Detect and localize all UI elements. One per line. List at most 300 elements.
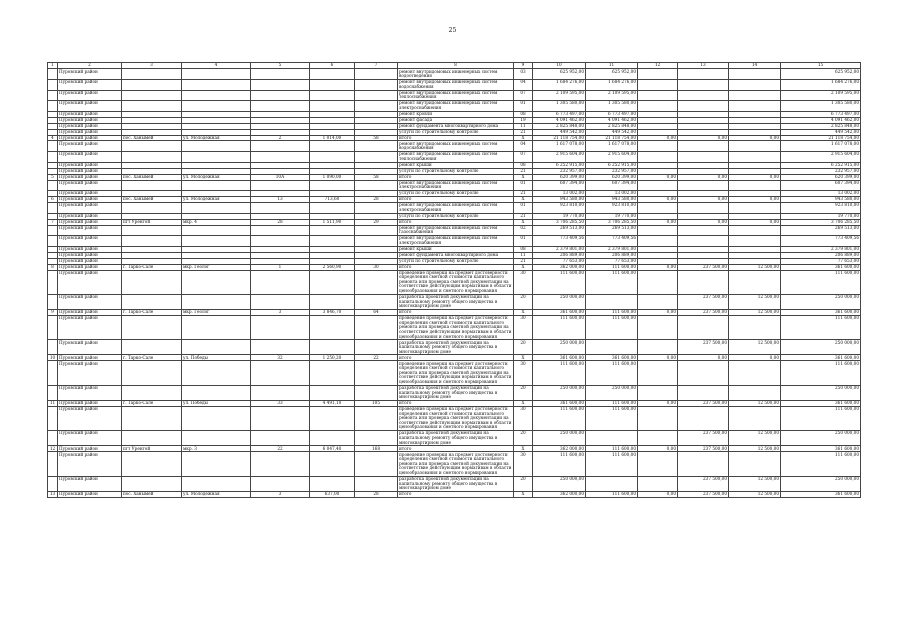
table-row xyxy=(48,141,861,152)
residents-cell xyxy=(355,203,398,214)
work-code-cell: X xyxy=(514,491,533,497)
budget-cell xyxy=(638,101,678,112)
settlement-cell xyxy=(122,385,182,400)
final-cost-cell: 2 379 801,00 xyxy=(781,246,861,252)
table-row xyxy=(48,340,861,355)
final-cost-cell: 232 957,00 xyxy=(781,168,861,174)
area-cell xyxy=(310,203,355,214)
local-cell: 0,00 xyxy=(729,219,781,225)
column-number-11: 11 xyxy=(586,63,638,69)
work-code-cell: 21 xyxy=(514,258,533,264)
house-number-cell: 33 xyxy=(251,400,310,406)
settlement-cell xyxy=(122,431,182,446)
house-number-cell: 3 xyxy=(251,310,310,316)
house-number-cell: 3 xyxy=(251,491,310,497)
district-cell: Пуровский район xyxy=(58,129,122,135)
fund-cost-cell: 269 513,00 xyxy=(586,225,638,236)
district-cell: Пуровский район xyxy=(58,180,122,191)
district-cell: Пуровский район xyxy=(58,203,122,214)
district-cell: Пуровский район xyxy=(58,315,122,339)
final-cost-cell: 6 773 497,00 xyxy=(781,111,861,117)
row-number-cell: 11 xyxy=(48,400,58,406)
total-cost-cell: 250 000,00 xyxy=(533,385,586,400)
fund-cost-cell: 943 580,00 xyxy=(586,197,638,203)
local-cell xyxy=(729,385,781,400)
final-cost-cell: 4 091 462,00 xyxy=(781,117,861,123)
residents-cell xyxy=(355,315,398,339)
total-cost-cell: 6 773 497,00 xyxy=(533,111,586,117)
local-cell xyxy=(729,361,781,385)
final-cost-cell: 111 600,00 xyxy=(781,361,861,385)
regional-cell xyxy=(678,101,729,112)
total-cost-cell: 4 091 462,00 xyxy=(533,117,586,123)
total-cost-cell: 361 600,00 xyxy=(533,310,586,316)
work-type-cell: ремонт внутридомовых инженерных систем теплоснабжения xyxy=(398,90,514,101)
area-cell xyxy=(310,315,355,339)
fund-cost-cell: 206 889,00 xyxy=(586,252,638,258)
final-cost-cell: 2 825 848,00 xyxy=(781,123,861,129)
district-cell: Пуровский район xyxy=(58,446,122,452)
final-cost-cell: 111 600,00 xyxy=(781,315,861,339)
total-cost-cell: 111 600,00 xyxy=(533,452,586,476)
row-number-cell: 12 xyxy=(48,446,58,452)
house-number-cell: 10А xyxy=(251,174,310,180)
settlement-cell xyxy=(122,180,182,191)
work-code-cell: 21 xyxy=(514,191,533,197)
final-cost-cell: 361 600,00 xyxy=(781,264,861,270)
residents-cell xyxy=(355,476,398,491)
fund-cost-cell: 111 600,00 xyxy=(586,264,638,270)
budget-cell xyxy=(638,236,678,247)
column-number-1: 1 xyxy=(48,63,58,69)
residents-cell xyxy=(355,406,398,430)
house-number-cell xyxy=(251,79,310,90)
regional-cell: 237 500,00 xyxy=(678,446,729,452)
work-code-cell: 11 xyxy=(514,123,533,129)
fund-cost-cell: 449 542,00 xyxy=(586,129,638,135)
settlement-cell xyxy=(122,101,182,112)
street-cell xyxy=(182,385,251,400)
work-code-cell: 08 xyxy=(514,111,533,117)
budget-cell xyxy=(638,152,678,163)
settlement-cell: пгт Уренгой xyxy=(122,219,182,225)
settlement-cell: г. Тарко-Сале xyxy=(122,310,182,316)
district-cell: Пуровский район xyxy=(58,117,122,123)
local-cell: 12 500,00 xyxy=(729,431,781,446)
area-cell: 2 560,90 xyxy=(310,264,355,270)
district-cell: Пуровский район xyxy=(58,491,122,497)
street-cell: мкр. 3 xyxy=(182,446,251,452)
budget-cell: 0,00 xyxy=(638,219,678,225)
work-type-cell: разработка проектной документации на капитальному ремонту общего имущества в многоквартирном доме xyxy=(398,340,514,355)
row-number-cell: 13 xyxy=(48,491,58,497)
residents-cell: 28 xyxy=(355,491,398,497)
regional-cell xyxy=(678,141,729,152)
residents-cell xyxy=(355,225,398,236)
area-cell xyxy=(310,90,355,101)
fund-cost-cell: 77 653,00 xyxy=(586,258,638,264)
work-type-cell: разработка проектной документации на капитальному ремонту общего имущества в многоквартирном доме xyxy=(398,476,514,491)
residents-cell: 64 xyxy=(355,310,398,316)
fund-cost-cell: 4 091 462,00 xyxy=(586,117,638,123)
area-cell: 6 047,40 xyxy=(310,446,355,452)
area-cell xyxy=(310,294,355,309)
total-cost-cell: 111 600,00 xyxy=(533,361,586,385)
total-cost-cell: 2 915 604,00 xyxy=(533,152,586,163)
district-cell: Пуровский район xyxy=(58,219,122,225)
house-number-cell xyxy=(251,236,310,247)
work-code-cell: X xyxy=(514,310,533,316)
regional-cell: 0,00 xyxy=(678,174,729,180)
fund-cost-cell: 111 600,00 xyxy=(586,310,638,316)
fund-cost-cell: 13 002,00 xyxy=(586,191,638,197)
work-type-cell: услуги по строительному контролю xyxy=(398,168,514,174)
local-cell xyxy=(729,203,781,214)
street-cell: ул. Молодежная xyxy=(182,197,251,203)
work-type-cell: итого xyxy=(398,355,514,361)
residents-cell: 30 xyxy=(355,264,398,270)
area-cell xyxy=(310,79,355,90)
house-number-cell xyxy=(251,476,310,491)
work-code-cell: X xyxy=(514,135,533,141)
local-cell: 12 500,00 xyxy=(729,264,781,270)
work-type-cell: проведение проверки на предмет достоверности определения сметной стоимости капитального ремонта или проверка сметной документации на соответствие действующим нормативам в области ценообразования и сметного нормирования xyxy=(398,315,514,339)
work-type-cell: ремонт внутридомовых инженерных систем водоснабжения xyxy=(398,141,514,152)
budget-cell: 0,00 xyxy=(638,310,678,316)
table-row xyxy=(48,406,861,430)
budget-cell xyxy=(638,203,678,214)
regional-cell xyxy=(678,385,729,400)
local-cell xyxy=(729,152,781,163)
work-type-cell: ремонт внутридомовых инженерных систем водоотведения xyxy=(398,69,514,80)
district-cell: Пуровский район xyxy=(58,431,122,446)
area-cell xyxy=(310,476,355,491)
row-number-cell xyxy=(48,69,58,80)
regional-cell: 237 500,00 xyxy=(678,340,729,355)
district-cell: Пуровский район xyxy=(58,476,122,491)
district-cell: Пуровский район xyxy=(58,101,122,112)
row-number-cell: 8 xyxy=(48,264,58,270)
house-number-cell: 2 xyxy=(251,135,310,141)
total-cost-cell: 773 409,56 xyxy=(533,236,586,247)
row-number-cell xyxy=(48,152,58,163)
table-row xyxy=(48,203,861,214)
fund-cost-cell: 773 409,56 xyxy=(586,236,638,247)
capital-repair-table xyxy=(47,62,861,498)
total-cost-cell: 362 000,00 xyxy=(533,491,586,497)
work-type-cell: проведение проверки на предмет достоверности определения сметной стоимости капитального ремонта или проверка сметной документации на соответствие действующим нормативам в области ценообразования и сметного нормирования xyxy=(398,452,514,476)
regional-cell xyxy=(678,406,729,430)
local-cell: 12 500,00 xyxy=(729,400,781,406)
row-number-cell: 4 xyxy=(48,135,58,141)
final-cost-cell: 361 600,00 xyxy=(781,310,861,316)
residents-cell: 58 xyxy=(355,135,398,141)
settlement-cell xyxy=(122,203,182,214)
area-cell xyxy=(310,431,355,446)
column-number-4: 4 xyxy=(182,63,251,69)
local-cell: 0,00 xyxy=(729,135,781,141)
total-cost-cell: 77 653,00 xyxy=(533,258,586,264)
work-code-cell: X xyxy=(514,446,533,452)
settlement-cell xyxy=(122,406,182,430)
settlement-cell: пос. Ханымей xyxy=(122,197,182,203)
final-cost-cell: 923 810,00 xyxy=(781,203,861,214)
final-cost-cell: 111 600,00 xyxy=(781,270,861,294)
house-number-cell: 22 xyxy=(251,446,310,452)
fund-cost-cell xyxy=(586,476,638,491)
fund-cost-cell: 3 706 285,50 xyxy=(586,219,638,225)
total-cost-cell: 2 379 801,00 xyxy=(533,246,586,252)
street-cell: мкр. 4 xyxy=(182,219,251,225)
total-cost-cell: 250 000,00 xyxy=(533,476,586,491)
local-cell xyxy=(729,69,781,80)
residents-cell xyxy=(355,236,398,247)
column-number-8: 8 xyxy=(398,63,514,69)
regional-cell: 237 500,00 xyxy=(678,491,729,497)
street-cell xyxy=(182,152,251,163)
house-number-cell xyxy=(251,141,310,152)
district-cell: Пуровский район xyxy=(58,162,122,168)
area-cell xyxy=(310,340,355,355)
work-type-cell: итого xyxy=(398,174,514,180)
regional-cell: 0,00 xyxy=(678,355,729,361)
local-cell: 0,00 xyxy=(729,197,781,203)
work-code-cell: 03 xyxy=(514,69,533,80)
total-cost-cell: 19 770,00 xyxy=(533,213,586,219)
street-cell: ул. Победы xyxy=(182,400,251,406)
final-cost-cell: 3 706 285,50 xyxy=(781,219,861,225)
house-number-cell xyxy=(251,90,310,101)
final-cost-cell: 250 000,00 xyxy=(781,294,861,309)
final-cost-cell: 111 600,00 xyxy=(781,452,861,476)
area-cell xyxy=(310,270,355,294)
residents-cell xyxy=(355,294,398,309)
final-cost-cell: 773 409,56 xyxy=(781,236,861,247)
table-row xyxy=(48,294,861,309)
work-code-cell: X xyxy=(514,400,533,406)
budget-cell xyxy=(638,180,678,191)
regional-cell xyxy=(678,203,729,214)
residents-cell xyxy=(355,431,398,446)
total-cost-cell: 2 825 848,00 xyxy=(533,123,586,129)
fund-cost-cell: 250 000,00 xyxy=(586,385,638,400)
settlement-cell xyxy=(122,476,182,491)
area-cell xyxy=(310,236,355,247)
work-code-cell: X xyxy=(514,355,533,361)
work-type-cell: услуги по строительному контролю xyxy=(398,213,514,219)
final-cost-cell: 250 000,00 xyxy=(781,431,861,446)
house-number-cell xyxy=(251,180,310,191)
settlement-cell xyxy=(122,361,182,385)
district-cell: Пуровский район xyxy=(58,69,122,80)
total-cost-cell: 232 957,00 xyxy=(533,168,586,174)
work-type-cell: ремонт внутридомовых инженерных систем электроснабжения xyxy=(398,203,514,214)
district-cell: Пуровский район xyxy=(58,294,122,309)
total-cost-cell: 6 252 915,00 xyxy=(533,162,586,168)
row-number-cell xyxy=(48,203,58,214)
local-cell: 12 500,00 xyxy=(729,310,781,316)
final-cost-cell: 21 118 754,00 xyxy=(781,135,861,141)
settlement-cell xyxy=(122,315,182,339)
settlement-cell xyxy=(122,79,182,90)
local-cell xyxy=(729,225,781,236)
district-cell: Пуровский район xyxy=(58,385,122,400)
settlement-cell xyxy=(122,294,182,309)
area-cell: 713,60 xyxy=(310,197,355,203)
column-number-5: 5 xyxy=(251,63,310,69)
district-cell: Пуровский район xyxy=(58,213,122,219)
table-row xyxy=(48,236,861,247)
fund-cost-cell: 620 399,00 xyxy=(586,174,638,180)
district-cell: Пуровский район xyxy=(58,310,122,316)
fund-cost-cell: 1 305 580,00 xyxy=(586,101,638,112)
final-cost-cell: 607 394,00 xyxy=(781,180,861,191)
local-cell xyxy=(729,141,781,152)
fund-cost-cell xyxy=(586,294,638,309)
total-cost-cell: 2 109 595,00 xyxy=(533,90,586,101)
final-cost-cell: 361 600,00 xyxy=(781,446,861,452)
budget-cell: 0,00 xyxy=(638,400,678,406)
budget-cell: 0,00 xyxy=(638,197,678,203)
fund-cost-cell: 232 957,00 xyxy=(586,168,638,174)
fund-cost-cell: 923 810,00 xyxy=(586,203,638,214)
total-cost-cell: 250 000,00 xyxy=(533,340,586,355)
regional-cell: 237 500,00 xyxy=(678,476,729,491)
area-cell: 1 090,00 xyxy=(310,174,355,180)
area-cell: 1 250,20 xyxy=(310,355,355,361)
house-number-cell xyxy=(251,361,310,385)
row-number-cell xyxy=(48,385,58,400)
row-number-cell xyxy=(48,315,58,339)
work-type-cell: разработка проектной документации на капитальному ремонту общего имущества в многоквартирном доме xyxy=(398,431,514,446)
local-cell: 0,00 xyxy=(729,174,781,180)
regional-cell: 237 500,00 xyxy=(678,431,729,446)
residents-cell xyxy=(355,101,398,112)
row-number-cell xyxy=(48,294,58,309)
table-row xyxy=(48,491,861,497)
final-cost-cell: 6 252 915,00 xyxy=(781,162,861,168)
house-number-cell xyxy=(251,294,310,309)
final-cost-cell: 1 684 276,00 xyxy=(781,79,861,90)
residents-cell xyxy=(355,452,398,476)
district-cell: Пуровский район xyxy=(58,340,122,355)
row-number-cell xyxy=(48,452,58,476)
page-number: 25 xyxy=(448,27,457,34)
local-cell xyxy=(729,270,781,294)
street-cell xyxy=(182,101,251,112)
fund-cost-cell: 2 379 801,00 xyxy=(586,246,638,252)
work-code-cell: 30 xyxy=(514,452,533,476)
area-cell xyxy=(310,141,355,152)
work-code-cell: 30 xyxy=(514,270,533,294)
fund-cost-cell: 21 118 754,00 xyxy=(586,135,638,141)
total-cost-cell: 362 000,00 xyxy=(533,264,586,270)
work-code-cell: 20 xyxy=(514,431,533,446)
final-cost-cell: 111 600,00 xyxy=(781,406,861,430)
budget-cell xyxy=(638,406,678,430)
residents-cell xyxy=(355,385,398,400)
street-cell xyxy=(182,340,251,355)
row-number-cell xyxy=(48,270,58,294)
house-number-cell xyxy=(251,203,310,214)
house-number-cell: 13 xyxy=(251,197,310,203)
work-type-cell: разработка проектной документации на капитальному ремонту общего имущества в многоквартирном доме xyxy=(398,385,514,400)
work-type-cell: ремонт фундамента многоквартирного дома xyxy=(398,252,514,258)
row-number-cell: 5 xyxy=(48,174,58,180)
work-code-cell: 20 xyxy=(514,340,533,355)
total-cost-cell: 269 513,00 xyxy=(533,225,586,236)
regional-cell xyxy=(678,315,729,339)
street-cell xyxy=(182,90,251,101)
district-cell: Пуровский район xyxy=(58,400,122,406)
budget-cell xyxy=(638,79,678,90)
district-cell: Пуровский район xyxy=(58,452,122,476)
local-cell: 12 500,00 xyxy=(729,340,781,355)
fund-cost-cell: 111 600,00 xyxy=(586,452,638,476)
local-cell xyxy=(729,79,781,90)
work-code-cell: 20 xyxy=(514,294,533,309)
regional-cell xyxy=(678,180,729,191)
total-cost-cell: 111 600,00 xyxy=(533,406,586,430)
total-cost-cell: 362 000,00 xyxy=(533,446,586,452)
area-cell: 1 014,00 xyxy=(310,135,355,141)
table-row xyxy=(48,152,861,163)
final-cost-cell: 361 600,00 xyxy=(781,355,861,361)
regional-cell xyxy=(678,152,729,163)
district-cell: Пуровский район xyxy=(58,361,122,385)
work-type-cell: разработка проектной документации на капитальному ремонту общего имущества в многоквартирном доме xyxy=(398,294,514,309)
district-cell: Пуровский район xyxy=(58,90,122,101)
work-code-cell: 21 xyxy=(514,129,533,135)
residents-cell: 58 xyxy=(355,174,398,180)
work-type-cell: ремонт крыши xyxy=(398,246,514,252)
column-number-3: 3 xyxy=(122,63,182,69)
settlement-cell: г. Тарко-Сале xyxy=(122,355,182,361)
row-number-cell xyxy=(48,101,58,112)
total-cost-cell: 111 600,00 xyxy=(533,315,586,339)
final-cost-cell: 250 000,00 xyxy=(781,476,861,491)
budget-cell xyxy=(638,361,678,385)
work-type-cell: ремонт внутридомовых инженерных систем водоснабжения xyxy=(398,79,514,90)
area-cell xyxy=(310,69,355,80)
residents-cell xyxy=(355,79,398,90)
street-cell xyxy=(182,270,251,294)
regional-cell xyxy=(678,225,729,236)
regional-cell: 237 500,00 xyxy=(678,310,729,316)
street-cell: мкр. Геолог xyxy=(182,310,251,316)
settlement-cell: г. Тарко-Сале xyxy=(122,400,182,406)
street-cell: ул. Молодежная xyxy=(182,491,251,497)
residents-cell xyxy=(355,180,398,191)
local-cell xyxy=(729,90,781,101)
work-code-cell: 07 xyxy=(514,90,533,101)
street-cell xyxy=(182,141,251,152)
row-number-cell xyxy=(48,406,58,430)
district-cell: Пуровский район xyxy=(58,79,122,90)
work-code-cell: 02 xyxy=(514,225,533,236)
district-cell: Пуровский район xyxy=(58,197,122,203)
area-cell xyxy=(310,225,355,236)
final-cost-cell: 2 915 604,00 xyxy=(781,152,861,163)
district-cell: Пуровский район xyxy=(58,258,122,264)
house-number-cell xyxy=(251,101,310,112)
final-cost-cell: 361 600,00 xyxy=(781,400,861,406)
budget-cell xyxy=(638,294,678,309)
total-cost-cell: 625 952,00 xyxy=(533,69,586,80)
budget-cell: 0,00 xyxy=(638,174,678,180)
work-code-cell: X xyxy=(514,219,533,225)
house-number-cell xyxy=(251,406,310,430)
